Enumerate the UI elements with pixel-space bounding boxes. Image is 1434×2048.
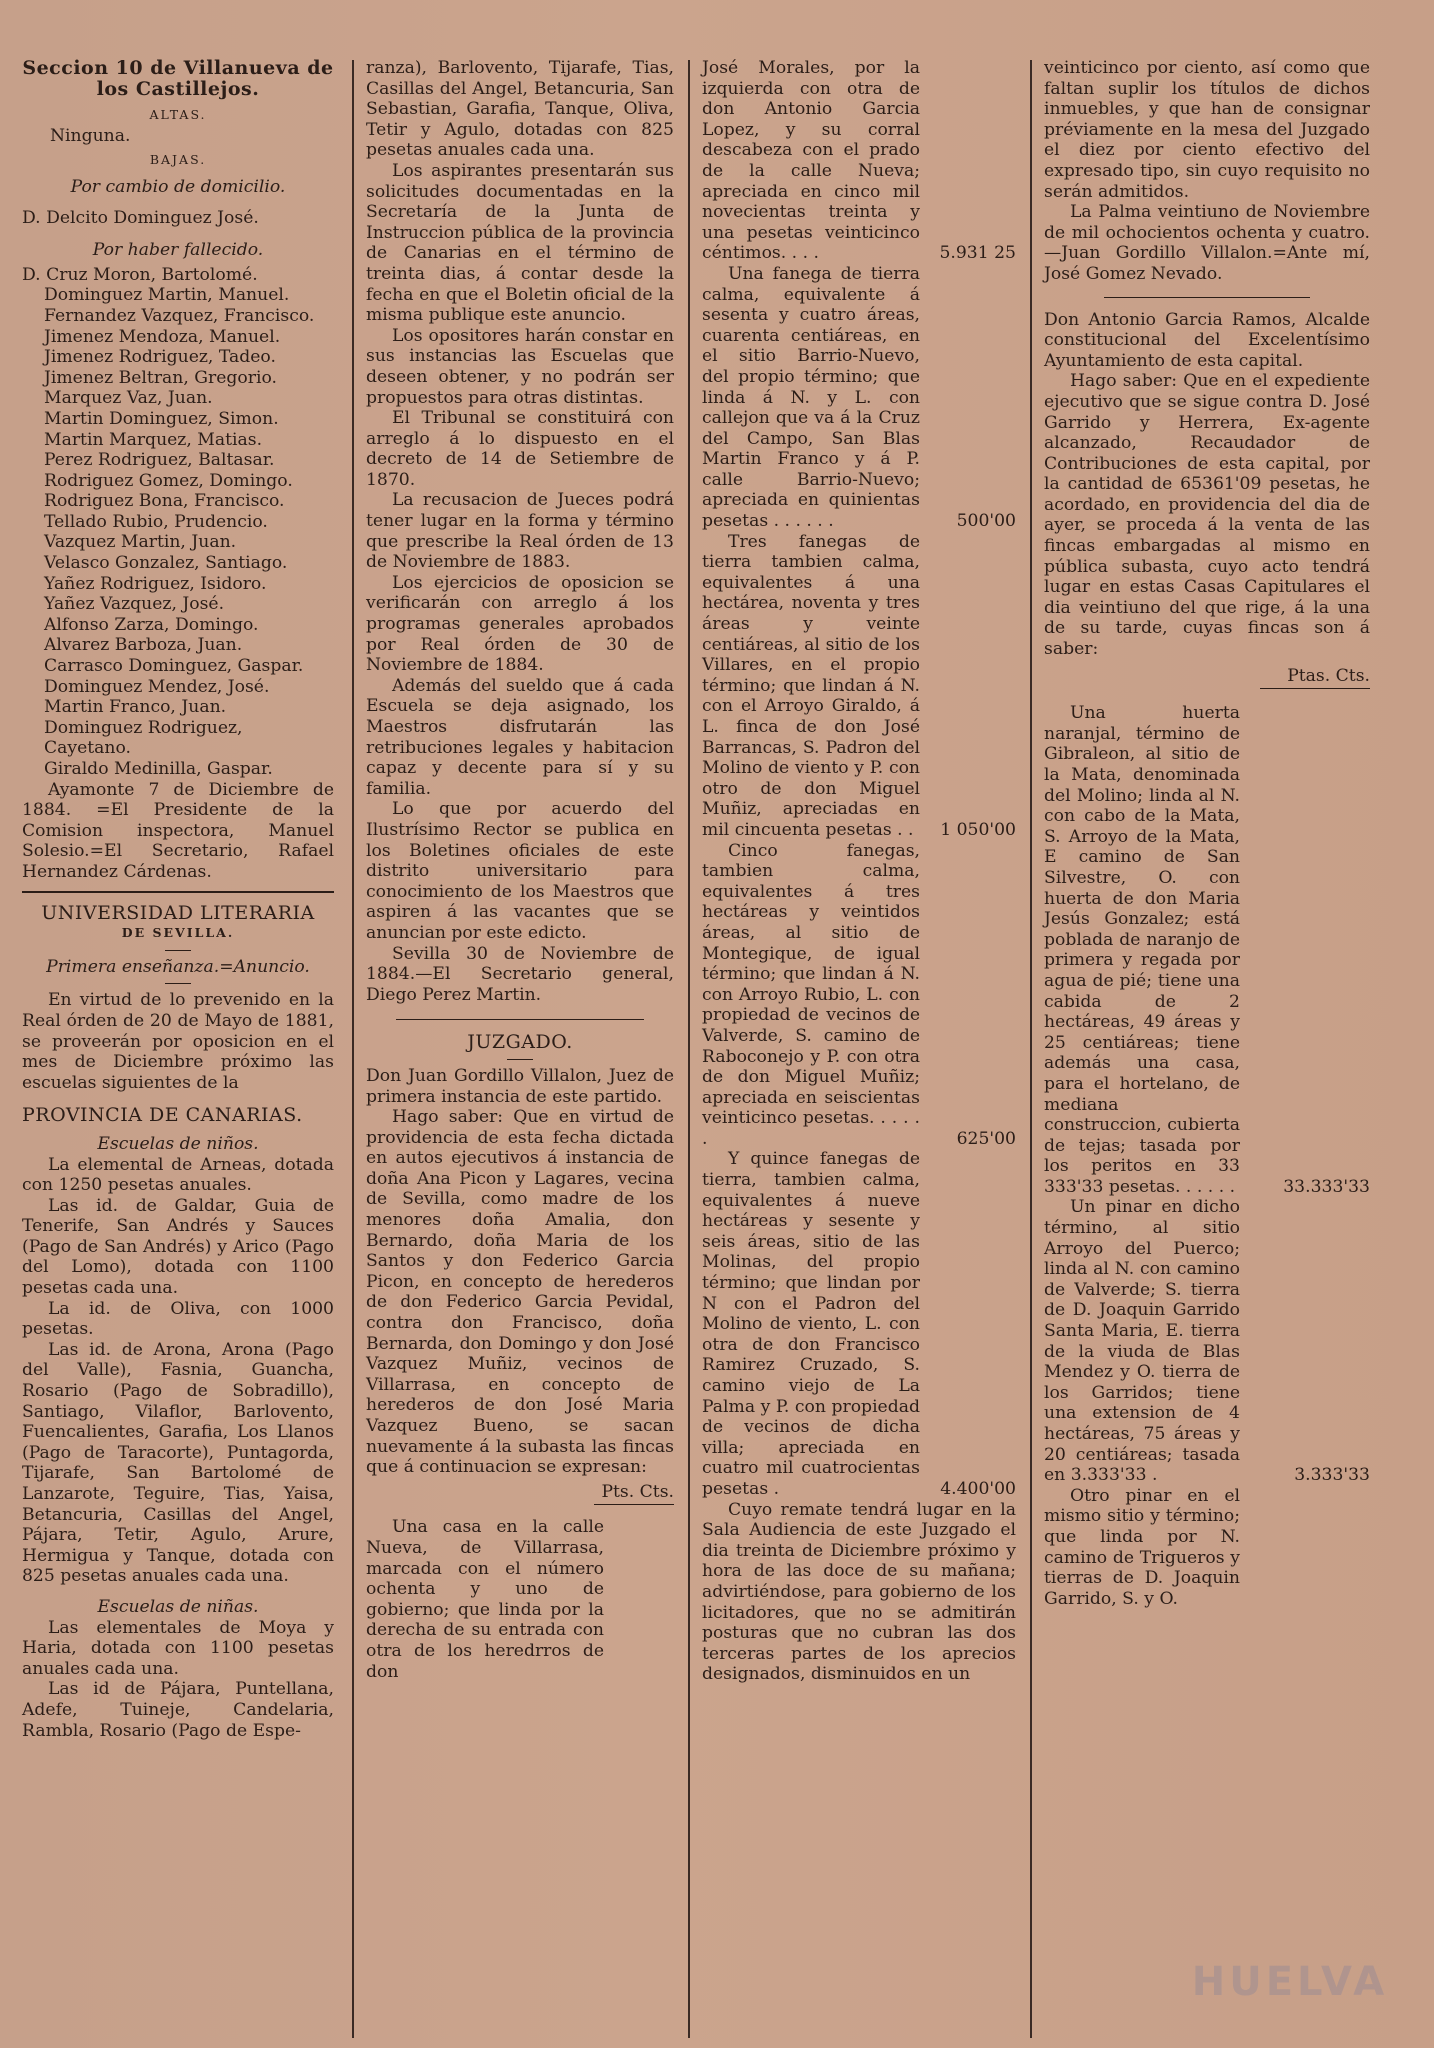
finca-item: [1044, 703, 1370, 1197]
list-item: Yañez Rodriguez, Isidoro.: [44, 573, 267, 594]
divider: [507, 1059, 533, 1060]
finca-item: [1044, 1197, 1370, 1485]
finca-text: Y quince fanegas de tierra, tambien calma, equivalentes á nueve hectáreas y sesente y seis áreas, sitio de las Molinas, del propio término; que lindan por N con el Padron del Molino de viento, L. con otra de don Francisco Ramirez Cruzado, S. camino viejo de La Palma y P. con propiedad de vecinos de dicha villa; apreciada en cuatro mil cuatrocientas pesetas .: [702, 1149, 920, 1499]
signature: Sevilla 30 de Noviembre de 1884.—El Secretario general, Diego Perez Martin.: [366, 943, 674, 1005]
ninos-item: La id. de Oliva, con 1000 pesetas.: [22, 1298, 334, 1340]
finca-amount: 500'00: [956, 511, 1016, 532]
cambio-label: Por cambio de domicilio.: [70, 176, 286, 197]
finca-text: Tres fanegas de tierra tambien calma, equivalentes á una hectárea, noventa y tres áreas y veinte centiáreas, al sitio de los Villares, en el propio término; que lindan á N. con el Arroyo Giraldo, á L. finca de don José Barrancas, S. Padron del Molino de viento y P. con otro de don Miguel Muñiz, apreciadas en mil cincuenta pesetas . .: [702, 531, 920, 840]
univ-title: UNIVERSIDAD LITERARIA: [41, 901, 315, 924]
list-item: Fernandez Vazquez, Francisco.: [44, 305, 315, 326]
finca-amount: 33.333'33: [1283, 1176, 1370, 1197]
finca-amount: 4.400'00: [940, 1478, 1016, 1499]
alcalde-heading: Don Antonio Garcia Ramos, Alcalde constitucional del Excelentísimo Ayuntamiento de esta capital.: [1044, 309, 1370, 371]
list-item: Dominguez Mendez, José.: [44, 676, 270, 697]
juzgado-title: JUZGADO.: [467, 1031, 573, 1054]
column-rule: [1030, 60, 1032, 2038]
hago-saber: Hago saber: Que en virtud de providencia de esta fecha dictada en autos ejecutivos á instancia de doña Ana Picon y Lagares, vecina de Sevilla, como madre de los menores doña Amalia, don Bernardo, doña Maria de los Santos y don Federico Garcia Picon, en concepto de herederos de don Federico Garcia Pevidal, contra don Francisco, doña Bernarda, don Domingo y don José Vazquez Muñiz, vecinos de Villarrasa, en concepto de herederos de don José Maria Vazquez Bueno, se sacan nuevamente á la subasta las fincas que á continuacion se expresan:: [366, 1107, 674, 1478]
finca-text: José Morales, por la izquierda con otra de don Antonio Garcia Lopez, y su corral descabeza con el prado de la calle Nueva; apreciada en cinco mil novecientas treinta y una pesetas veinticinco céntimos. . . .: [702, 58, 920, 264]
paragraph: Lo que por acuerdo del Ilustrísimo Rector se publica en los Boletines oficiales de este distrito universitario para conocimiento de los Maestros que aspiren á las vacantes que se anuncian por este edicto.: [366, 799, 674, 943]
finca-text: Un pinar en dicho término, al sitio Arroyo del Puerco; linda al N. con camino de Valverde; S. tierra de D. Joaquin Garrido Santa Maria, E. tierra de la viuda de Blas Mendez y O. tierra de los Garridos; tiene una extension de 4 hectáreas, 75 áreas y 20 centiáreas; tasada en 3.333'33 .: [1044, 1197, 1240, 1486]
column-rule: [352, 60, 354, 2038]
list-item: Tellado Rubio, Prudencio.: [44, 511, 268, 532]
divider: [165, 950, 191, 951]
remate-text: Cuyo remate tendrá lugar en la Sala Audiencia de este Juzgado el dia treinta de Diciembre próximo y hora de las doce de su mañana; advirtiéndose, para gobierno de los licitadores, que no se admitirán posturas que no cubran las dos terceras partes de los aprecios designados, disminuidos en un: [702, 1499, 1016, 1685]
list-item: Dominguez Martin, Manuel.: [44, 285, 290, 306]
anuncio-label: Primera enseñanza.=Anuncio.: [46, 956, 310, 977]
pts-header: Ptas. Cts.: [1287, 665, 1370, 686]
section-title: Seccion 10 de Villanueva de los Castillejos.: [22, 57, 334, 100]
paragraph: Los opositores harán constar en sus instancias las Escuelas que deseen obtener, y no podrán ser propuestos para otras distintas.: [366, 325, 674, 408]
finca-amount: 3.333'33: [1294, 1465, 1370, 1486]
list-item: Perez Rodriguez, Baltasar.: [44, 450, 275, 471]
list-item: Jimenez Rodriguez, Tadeo.: [44, 347, 276, 368]
list-item: Vazquez Martin, Juan.: [44, 532, 237, 553]
altas-label: ALTAS.: [149, 107, 207, 123]
archive-watermark: HUELVA: [1191, 1959, 1389, 2005]
list-item: D. Cruz Moron, Bartolomé.: [22, 264, 258, 285]
column-1: [22, 58, 334, 1741]
finca-item: [702, 1149, 1016, 1499]
finca-text: Cinco fanegas, tambien calma, equivalentes á tres hectáreas y veintidos áreas, al sitio de Montegique, de igual término; que lindan á N. con Arroyo Rubio, L. con propiedad de vecinos de Valverde, S. camino de Raboconejo y P. con otra de don Miguel Muñiz; apreciada en seiscientas veinticinco pesetas. . . . . .: [702, 840, 920, 1149]
paragraph: La recusacion de Jueces podrá tener lugar en la forma y término que prescribe la Real órden de 13 de Noviembre de 1883.: [366, 490, 674, 573]
column-rule: [688, 60, 690, 2038]
ninas-item: Las id de Pájara, Puntellana, Adefe, Tuineje, Candelaria, Rambla, Rosario (Pago de Espe-: [22, 1679, 334, 1741]
list-item: Giraldo Medinilla, Gaspar.: [44, 759, 273, 779]
paragraph: Los aspirantes presentarán sus solicitudes documentadas en la Secretaría de la Junta de Instruccion pública de la provincia de Canarias en el término de treinta dias, á contar desde la fecha en que el Boletin oficial de la misma publique este anuncio.: [366, 160, 674, 326]
ninas-item: Las elementales de Moya y Haria, dotada con 1100 pesetas anuales cada una.: [22, 1617, 334, 1679]
column-3: [702, 58, 1016, 1685]
cambio-name: D. Delcito Dominguez José.: [22, 207, 259, 228]
ninos-item: Las id. de Arona, Arona (Pago del Valle), Fasnia, Guancha, Rosario (Pago de Sobradillo), Santiago, Vilaflor, Barlovento, Fuencalientes, Garafia, Los Llanos (Pago de Taracorte), Puntagorda, Tijarafe, San Bartolomé de Lanzarote, Teguire, Tias, Yaisa, Betancuria, Casillas del Angel, Pájara, Tetir, Agulo, Arure, Hermigua y Tanque, dotada con 825 pesetas anuales cada una.: [22, 1339, 334, 1587]
altas-value: Ninguna.: [50, 125, 131, 146]
finca-item: [702, 58, 1016, 264]
list-item: Alvarez Barboza, Juan.: [44, 635, 243, 656]
divider: [1104, 297, 1310, 298]
paragraph: Además del sueldo que á cada Escuela se deja asignado, los Maestros disfrutarán las retribuciones legales y habitacion capaz y decente para sí y su familia.: [366, 675, 674, 799]
list-item: Jimenez Mendoza, Manuel.: [44, 326, 281, 347]
paragraph: El Tribunal se constituirá con arreglo á lo dispuesto en el decreto de 14 de Setiembre de 1870.: [366, 408, 674, 490]
list-item: Dominguez Rodriguez, Cayetano.: [44, 717, 243, 759]
hago-saber: Hago saber: Que en el expediente ejecutivo que se sigue contra D. José Garrido y Herrera, Ex-agente alcanzado, Recaudador de Contribuciones de esta capital, por la cantidad de 65361'09 pesetas, he acordado, en providencia del dia de ayer, se proceda á la venta de las fincas embargadas al mismo en pública subasta, cuyo acto tendrá lugar en estas Casas Capitulares el dia veintiuno del que rige, á la una de su tarde, cuyas fincas son á saber:: [1044, 371, 1370, 660]
finca-item: [702, 532, 1016, 841]
finca-amount: 5.931 25: [939, 243, 1016, 264]
ninos-item: La elemental de Arneas, dotada con 1250 pesetas anuales.: [22, 1154, 334, 1196]
ninas-label: Escuelas de niñas.: [97, 1596, 259, 1617]
finca-text: Una huerta naranjal, término de Gibraleon, al sitio de la Mata, denominada del Molino; linda al N. con cabo de la Mata, S. Arroyo de la Mata, E camino de San Silvestre, O. con huerta de don Maria Jesús Gonzalez; está poblada de naranjo de primera y regada por agua de pié; tiene una cabida de 2 hectáreas, 49 áreas y 25 centiáreas; tiene además una casa, para el hortelano, de mediana construccion, cubierta de tejas; tasada por los peritos en 33 333'33 pesetas. . . . . .: [1044, 703, 1240, 1197]
column-2: [366, 58, 674, 1682]
casa-item: Una casa en la calle Nueva, de Villarrasa, marcada con el número ochenta y uno de gobierno; que linda por la derecha de su entrada con otra de los heredrros de don: [366, 1517, 604, 1682]
bajas-label: BAJAS.: [149, 152, 207, 168]
finca-text: Una fanega de tierra calma, equivalente á sesenta y cuatro áreas, cuarenta centiáreas, en el sitio Barrio-Nuevo, del propio término; que linda á N. y L. con callejon que va á la Cruz del Campo, San Blas Martin Franco y á P. calle Barrio-Nuevo; apreciada en quinientas pesetas . . . . . .: [702, 263, 920, 532]
list-item: Rodriguez Gomez, Domingo.: [44, 470, 293, 491]
list-item: Martin Dominguez, Simon.: [44, 408, 279, 429]
ninos-label: Escuelas de niños.: [97, 1133, 259, 1154]
divider: [396, 1019, 644, 1020]
continued-text: ranza), Barlovento, Tijarafe, Tias, Casillas del Angel, Betancuria, San Sebastian, Garafia, Tanque, Oliva, Tetir y Agulo, dotadas con 825 pesetas anuales cada una.: [366, 58, 674, 161]
juez-heading: Don Juan Gordillo Villalon, Juez de primera instancia de este partido.: [366, 1065, 674, 1107]
list-item: Carrasco Dominguez, Gaspar.: [44, 656, 304, 677]
list-item: Marquez Vaz, Juan.: [44, 388, 213, 409]
list-item: Martin Marquez, Matias.: [44, 429, 263, 450]
intro-text: En virtud de lo prevenido en la Real órden de 20 de Mayo de 1881, se proveerán por oposicion en el mes de Diciembre próximo las escuelas siguientes de la: [22, 990, 334, 1093]
pinar-text: Otro pinar en el mismo sitio y término; que linda por N. camino de Trigueros y tierras de D. Joaquin Garrido, S. y O.: [1044, 1485, 1240, 1609]
finca-amount: 1 050'00: [940, 819, 1016, 840]
divider: [1260, 688, 1370, 689]
divider: [165, 983, 191, 984]
list-item: Martin Franco, Juan.: [44, 697, 227, 718]
provincia-heading: PROVINCIA DE CANARIAS.: [22, 1104, 303, 1127]
finca-item: [702, 841, 1016, 1150]
column-4: [1044, 58, 1370, 1609]
continued-text: veinticinco por ciento, así como que faltan suplir los títulos de dichos inmuebles, y que han de consignar préviamente en la mesa del Juzgado el diez por ciento efectivo del expresado tipo, sin cuyo requisito no serán admitidos.: [1044, 58, 1370, 202]
list-item: Yañez Vazquez, José.: [44, 594, 225, 615]
list-item: Velasco Gonzalez, Santiago.: [44, 553, 288, 574]
list-item: Jimenez Beltran, Gregorio.: [44, 367, 277, 388]
fallecidos-list: [22, 265, 334, 780]
closing-signature: Ayamonte 7 de Diciembre de 1884. =El Presidente de la Comision inspectora, Manuel Solesio.=El Secretario, Rafael Hernandez Cárdenas.: [22, 779, 334, 882]
firma: La Palma veintiuno de Noviembre de mil ochocientos ochenta y cuatro. —Juan Gordillo Villalon.=Ante mí, José Gomez Nevado.: [1044, 202, 1370, 284]
divider: [22, 891, 334, 893]
univ-subtitle: DE SEVILLA.: [121, 925, 235, 941]
list-item: Alfonso Zarza, Domingo.: [44, 614, 259, 635]
list-item: Rodriguez Bona, Francisco.: [44, 491, 285, 512]
finca-item: [702, 264, 1016, 532]
pts-header: Pts. Cts.: [601, 1481, 674, 1502]
fallecido-label: Por haber fallecido.: [92, 240, 264, 261]
paragraph: Los ejercicios de oposicion se verificarán con arreglo á los programas generales aprobados por Real órden de 30 de Noviembre de 1884.: [366, 572, 674, 676]
ninos-item: Las id. de Galdar, Guia de Tenerife, San Andrés y Sauces (Pago de San Andrés) y Arico (Pago del Lomo), dotada con 1100 pesetas cada una.: [22, 1195, 334, 1299]
divider: [594, 1504, 674, 1505]
finca-amount: 625'00: [956, 1128, 1016, 1149]
